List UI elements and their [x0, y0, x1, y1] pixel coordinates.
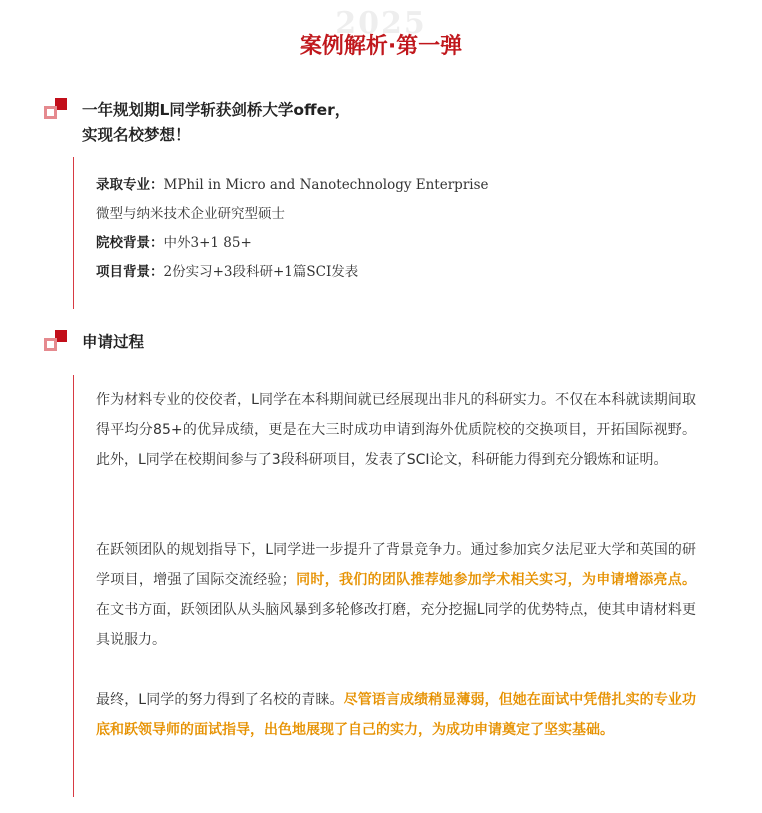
project-row: 项目背景：2份实习+3段科研+1篇SCI发表 [96, 264, 359, 280]
process-paragraph-1: 作为材料专业的佼佼者，L同学在本科期间就已经展现出非凡的科研实力。不仅在本科就读期间取得平均分85+的优异成绩，更是在大三时成功申请到海外优质院校的交换项目，开拓国际视野。此外，L同学在校期间参与了3段科研项目，发表了SCI论文，科研能力得到充分锻炼和证明。 [96, 392, 696, 468]
major-cn-row: 微型与纳米技术企业研究型硕士 [96, 206, 285, 222]
section-divider-line [73, 157, 74, 309]
year-watermark: 2025 [335, 6, 427, 41]
page-title: 案例解析·第一弹 [299, 34, 463, 59]
case-title: 一年规划期L同学斩获剑桥大学offer， 实现名校梦想！ [82, 101, 351, 144]
major-row: 录取专业：MPhil in Micro and Nanotechnology Enterprise [96, 177, 489, 193]
highlight-text: 尽管语言成绩稍显薄弱，但她在面试中凭借扎实的专业功底和跃领导师的面试指导，出色地展现了自己的实力，为成功申请奠定了坚实基础。 [96, 692, 696, 738]
case-info [96, 171, 489, 287]
highlight-text: 同时，我们的团队推荐她参加学术相关实习，为申请增添亮点。 [295, 572, 697, 588]
section-divider-line [73, 375, 74, 797]
school-row: 院校背景：中外3+1 85+ [96, 235, 252, 251]
process-paragraph-3: 最终，L同学的努力得到了名校的青睐。尽管语言成绩稍显薄弱，但她在面试中凭借扎实的专业功底和跃领导师的面试指导，出色地展现了自己的实力，为成功申请奠定了坚实基础。 [96, 692, 696, 738]
process-title: 申请过程 [82, 333, 145, 351]
process-paragraph-2: 在跃领团队的规划指导下，L同学进一步提升了背景竞争力。通过参加宾夕法尼亚大学和英国的研学项目，增强了国际交流经验；同时，我们的团队推荐她参加学术相关实习，为申请增添亮点。在文书方面，跃领团队从头脑风暴到多轮修改打磨，充分挖掘L同学的优势特点，使其申请材料更具说服力。 [96, 542, 697, 648]
section-marker-icon [44, 330, 66, 352]
section-marker-icon [44, 98, 66, 120]
